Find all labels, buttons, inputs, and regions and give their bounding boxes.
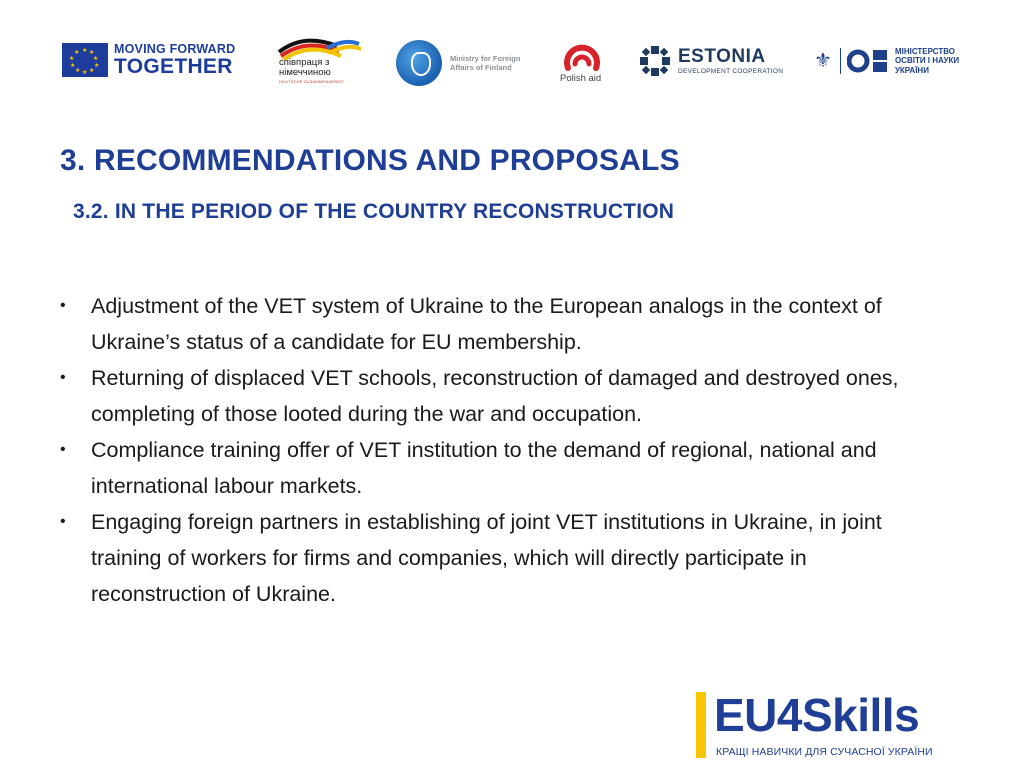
eu-logo	[62, 43, 235, 77]
ministry-mark-icon	[847, 48, 889, 74]
finland-logo-line1: Ministry for Foreign	[450, 54, 521, 63]
eu4skills-name: EU4Skills	[714, 689, 920, 741]
list-item	[60, 360, 930, 432]
polish-aid-logo	[558, 38, 610, 88]
estonia-logo	[638, 44, 783, 78]
logo-divider	[840, 48, 841, 74]
ukraine-ministry-logo	[814, 44, 959, 78]
bullet-icon: •	[60, 513, 66, 530]
list-item	[60, 504, 930, 612]
recommendations-list	[60, 288, 930, 612]
estonia-logo-line1: ESTONIA	[678, 45, 766, 67]
slide-subtitle: 3.2. IN THE PERIOD OF THE COUNTRY RECONSTRUCTION	[73, 200, 675, 223]
estonia-logo-line2: DEVELOPMENT COOPERATION	[678, 67, 784, 75]
list-item-text: Engaging foreign partners in establishing of joint VET institutions in Ukraine, in joint training of workers for firms and companies, which will directly participate in reconstruction of Ukraine.	[91, 510, 882, 606]
finland-logo-line2: Affairs of Finland	[450, 63, 512, 72]
eu4skills-tagline: КРАЩІ НАВИЧКИ ДЛЯ СУЧАСНОЇ УКРАЇНИ	[716, 746, 933, 758]
list-item	[60, 288, 930, 360]
slide-title: 3. RECOMMENDATIONS AND PROPOSALS	[60, 144, 680, 177]
estonia-mark-icon	[638, 44, 672, 78]
eu4skills-accent-bar	[696, 692, 706, 758]
bullet-icon: •	[60, 441, 66, 458]
bullet-icon: •	[60, 297, 66, 314]
germany-cooperation-logo	[275, 38, 363, 88]
germany-logo-small: DEUTSCHE ZUSAMMENARBEIT	[279, 79, 345, 84]
ukraine-logo-line2: ОСВІТИ І НАУКИ	[894, 56, 960, 66]
eu-logo-line2: TOGETHER	[114, 54, 233, 78]
ukraine-logo-line3: УКРАЇНИ	[894, 65, 929, 75]
tryzub-icon: ⚜	[814, 50, 832, 72]
finland-ministry-logo	[396, 38, 520, 88]
eu-flag-icon: ★ ★ ★ ★ ★ ★ ★ ★ ★ ★	[62, 43, 108, 77]
ukraine-logo-line1: МІНІСТЕРСТВО	[894, 46, 956, 56]
germany-logo-line1: співпраця з	[279, 57, 330, 68]
eu-logo-line1: MOVING FORWARD	[114, 42, 236, 57]
list-item	[60, 432, 930, 504]
bullet-icon: •	[60, 369, 66, 386]
polish-aid-label: Polish aid	[560, 73, 602, 84]
eu4skills-logo	[696, 690, 986, 762]
list-item-text: Compliance training offer of VET institution to the demand of regional, national and international labour markets.	[91, 438, 877, 498]
list-item-text: Adjustment of the VET system of Ukraine to the European analogs in the context of Ukraine’s status of a candidate for EU membership.	[91, 294, 882, 354]
list-item-text: Returning of displaced VET schools, reconstruction of damaged and destroyed ones, completing of those looted during the war and occupation.	[91, 366, 899, 426]
germany-logo-line2: німеччиною	[279, 67, 331, 78]
polish-aid-mark-icon	[562, 38, 602, 72]
finland-globe-icon	[396, 40, 442, 86]
